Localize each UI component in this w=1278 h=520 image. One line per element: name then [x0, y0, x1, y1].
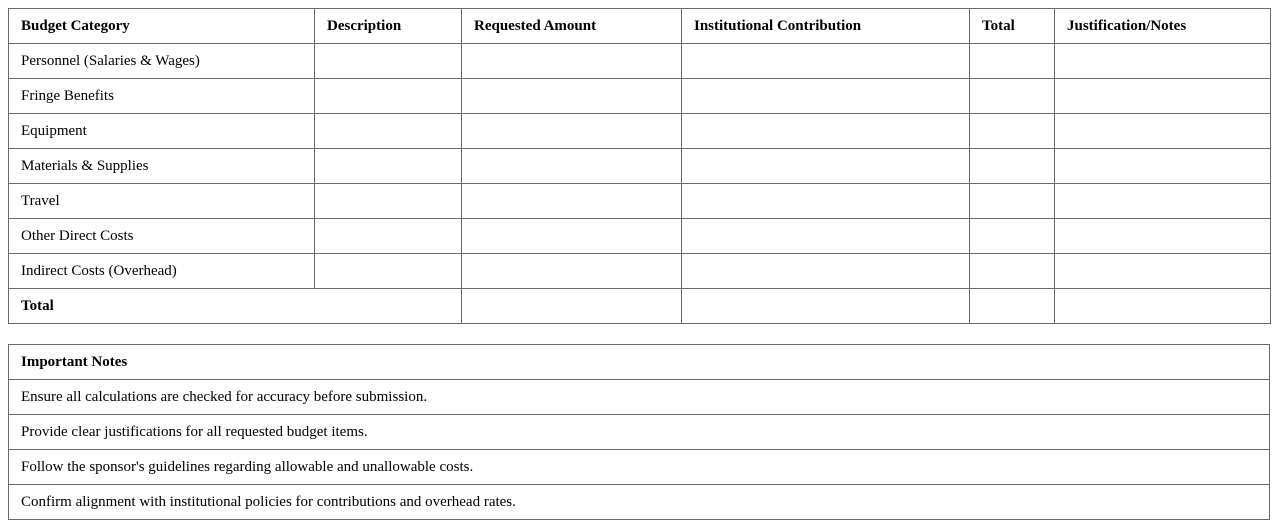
requested-amount-cell[interactable] [462, 79, 682, 114]
institutional-contribution-cell[interactable] [682, 254, 970, 289]
notes-cell[interactable] [1055, 219, 1271, 254]
institutional-contribution-cell[interactable] [682, 44, 970, 79]
notes-header: Important Notes [9, 345, 1270, 380]
notes-cell[interactable] [1055, 79, 1271, 114]
list-item [9, 415, 1270, 450]
header-description: Description [315, 9, 462, 44]
grand-total-cell[interactable] [970, 289, 1055, 324]
table-row [9, 149, 1271, 184]
description-cell[interactable] [315, 219, 462, 254]
total-notes-cell[interactable] [1055, 289, 1271, 324]
total-cell[interactable] [970, 44, 1055, 79]
description-cell[interactable] [315, 149, 462, 184]
total-cell[interactable] [970, 219, 1055, 254]
category-cell: Indirect Costs (Overhead) [9, 254, 315, 289]
description-cell[interactable] [315, 44, 462, 79]
total-requested-cell[interactable] [462, 289, 682, 324]
budget-table [8, 8, 1271, 324]
total-cell[interactable] [970, 149, 1055, 184]
notes-cell[interactable] [1055, 149, 1271, 184]
institutional-contribution-cell[interactable] [682, 79, 970, 114]
category-cell: Personnel (Salaries & Wages) [9, 44, 315, 79]
total-row [9, 289, 1271, 324]
table-row [9, 44, 1271, 79]
header-total: Total [970, 9, 1055, 44]
requested-amount-cell[interactable] [462, 184, 682, 219]
table-row [9, 219, 1271, 254]
important-notes-table [8, 344, 1270, 520]
institutional-contribution-cell[interactable] [682, 149, 970, 184]
notes-cell[interactable] [1055, 184, 1271, 219]
list-item [9, 380, 1270, 415]
total-institutional-cell[interactable] [682, 289, 970, 324]
description-cell[interactable] [315, 184, 462, 219]
notes-cell[interactable] [1055, 254, 1271, 289]
note-text: Follow the sponsor's guidelines regarding allowable and unallowable costs. [9, 450, 1270, 485]
header-justification-notes: Justification/Notes [1055, 9, 1271, 44]
requested-amount-cell[interactable] [462, 219, 682, 254]
category-cell: Materials & Supplies [9, 149, 315, 184]
category-cell: Equipment [9, 114, 315, 149]
requested-amount-cell[interactable] [462, 254, 682, 289]
table-row [9, 114, 1271, 149]
institutional-contribution-cell[interactable] [682, 184, 970, 219]
institutional-contribution-cell[interactable] [682, 114, 970, 149]
category-cell: Other Direct Costs [9, 219, 315, 254]
total-cell[interactable] [970, 254, 1055, 289]
table-row [9, 254, 1271, 289]
total-cell[interactable] [970, 184, 1055, 219]
notes-header-row [9, 345, 1270, 380]
note-text: Ensure all calculations are checked for accuracy before submission. [9, 380, 1270, 415]
description-cell[interactable] [315, 114, 462, 149]
category-cell: Fringe Benefits [9, 79, 315, 114]
note-text: Provide clear justifications for all requested budget items. [9, 415, 1270, 450]
description-cell[interactable] [315, 79, 462, 114]
list-item [9, 485, 1270, 520]
notes-cell[interactable] [1055, 114, 1271, 149]
total-label: Total [9, 289, 462, 324]
budget-header-row [9, 9, 1271, 44]
header-requested-amount: Requested Amount [462, 9, 682, 44]
header-budget-category: Budget Category [9, 9, 315, 44]
notes-cell[interactable] [1055, 44, 1271, 79]
description-cell[interactable] [315, 254, 462, 289]
requested-amount-cell[interactable] [462, 114, 682, 149]
requested-amount-cell[interactable] [462, 149, 682, 184]
table-row [9, 184, 1271, 219]
institutional-contribution-cell[interactable] [682, 219, 970, 254]
total-cell[interactable] [970, 114, 1055, 149]
header-institutional-contribution: Institutional Contribution [682, 9, 970, 44]
list-item [9, 450, 1270, 485]
category-cell: Travel [9, 184, 315, 219]
table-row [9, 79, 1271, 114]
note-text: Confirm alignment with institutional policies for contributions and overhead rates. [9, 485, 1270, 520]
total-cell[interactable] [970, 79, 1055, 114]
requested-amount-cell[interactable] [462, 44, 682, 79]
